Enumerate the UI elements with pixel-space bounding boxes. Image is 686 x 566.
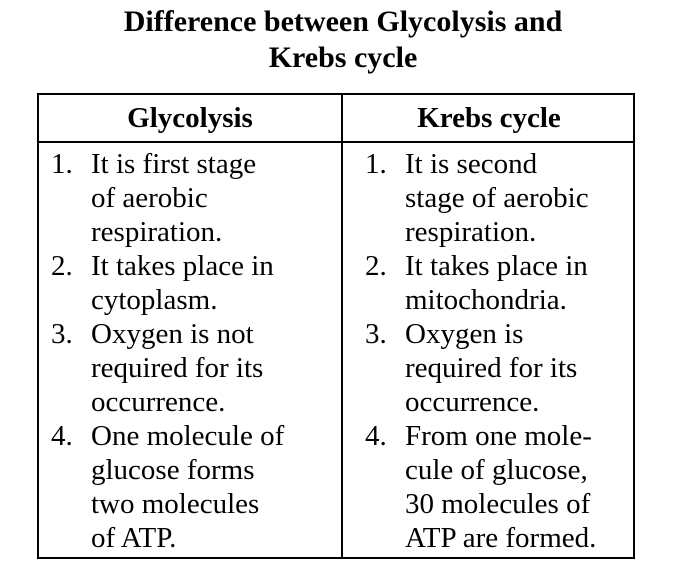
point-text: Oxygen is — [405, 318, 524, 350]
point-text: occurrence. — [405, 386, 540, 418]
header-krebs-cycle: Krebs cycle — [417, 102, 561, 134]
point-text: glucose forms — [91, 454, 255, 486]
point-text: required for its — [405, 352, 578, 384]
page-title — [0, 4, 686, 76]
point-text: respiration. — [405, 216, 537, 248]
point-number: 1. — [365, 148, 387, 180]
point-text: It takes place in — [91, 250, 274, 282]
point-number: 1. — [51, 148, 73, 180]
point-text: 30 molecules of — [405, 488, 591, 520]
point-number: 2. — [365, 250, 387, 282]
point-text: cytoplasm. — [91, 284, 218, 316]
point-text: It takes place in — [405, 250, 588, 282]
glycolysis-point-2 — [51, 249, 336, 317]
point-text: two molecules — [91, 488, 260, 520]
point-text: required for its — [91, 352, 264, 384]
point-number: 4. — [51, 420, 73, 452]
point-text: From one mole- — [405, 420, 592, 452]
header-divider — [39, 141, 633, 143]
point-text: One molecule of — [91, 420, 285, 452]
point-text: of aerobic — [91, 182, 208, 214]
title-line-1: Difference between Glycolysis and — [123, 5, 563, 38]
column-divider — [341, 95, 343, 557]
krebs-point-4 — [365, 419, 633, 555]
point-text: respiration. — [91, 216, 223, 248]
krebs-point-1 — [365, 147, 633, 249]
title-line-2: Krebs cycle — [268, 41, 418, 74]
point-text: cule of glucose, — [405, 454, 588, 486]
point-text: Oxygen is not — [91, 318, 254, 350]
krebs-column — [365, 147, 633, 555]
point-text: It is first stage — [91, 148, 257, 180]
glycolysis-column — [51, 147, 336, 555]
comparison-table — [37, 93, 635, 559]
glycolysis-point-1 — [51, 147, 336, 249]
point-text: mitochondria. — [405, 284, 567, 316]
krebs-point-2 — [365, 249, 633, 317]
point-number: 3. — [51, 318, 73, 350]
point-text: occurrence. — [91, 386, 226, 418]
point-number: 2. — [51, 250, 73, 282]
krebs-point-3 — [365, 317, 633, 419]
point-text: stage of aerobic — [405, 182, 589, 214]
point-text: ATP are formed. — [405, 522, 597, 554]
point-number: 4. — [365, 420, 387, 452]
point-text: It is second — [405, 148, 538, 180]
glycolysis-point-4 — [51, 419, 336, 555]
header-glycolysis: Glycolysis — [127, 102, 253, 134]
glycolysis-point-3 — [51, 317, 336, 419]
point-text: of ATP. — [91, 522, 177, 554]
point-number: 3. — [365, 318, 387, 350]
